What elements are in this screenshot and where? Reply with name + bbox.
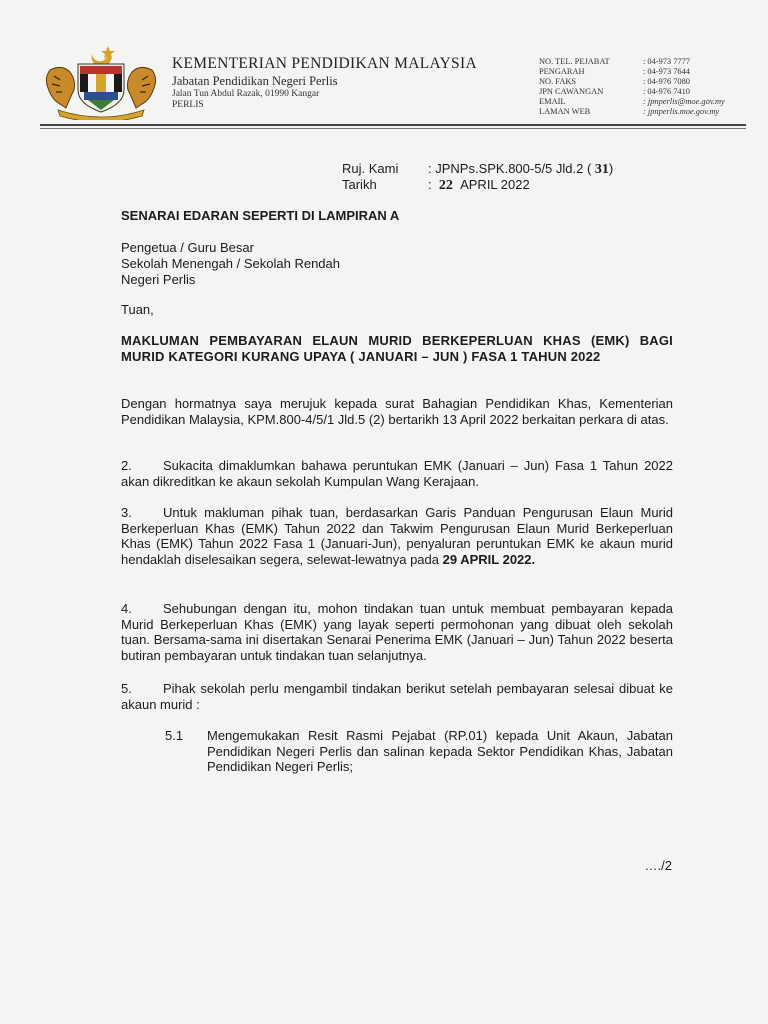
contact-row: [539, 67, 753, 77]
ruj-handwritten-number: 31: [594, 162, 609, 177]
coat-of-arms-icon: [40, 40, 162, 120]
tarikh-handwritten-day: 22: [438, 178, 453, 193]
contact-label: JPN CAWANGAN: [539, 87, 604, 96]
header-divider: [40, 124, 746, 126]
distribution-note: SENARAI EDARAN SEPERTI DI LAMPIRAN A: [121, 208, 400, 223]
paragraph-2-number: 2.: [121, 458, 132, 473]
ministry-name: KEMENTERIAN PENDIDIKAN MALAYSIA: [172, 55, 477, 72]
contact-value: : 04-976 7080: [643, 77, 690, 86]
paragraph-3: [121, 505, 673, 567]
contact-value: : 04-973 7644: [643, 67, 690, 76]
header-divider-thin: [40, 128, 746, 129]
recipient-line: Negeri Perlis: [121, 272, 196, 287]
contact-row: [539, 57, 753, 67]
tarikh-label: Tarikh: [342, 177, 377, 192]
paragraph-2-text: Sukacita dimaklumkan bahawa peruntukan EMK (Januari – Jun) Fasa 1 Tahun 2022 akan dikreditkan ke akaun sekolah Kumpulan Wang Kerajaan.: [121, 458, 673, 489]
recipient-line: Pengetua / Guru Besar: [121, 240, 254, 255]
contact-label: LAMAN WEB: [539, 107, 591, 116]
contact-row: [539, 77, 753, 87]
contact-label: PENGARAH: [539, 67, 585, 76]
contact-label: NO. FAKS: [539, 77, 577, 86]
paragraph-2: [121, 458, 673, 489]
tarikh-month-year: APRIL 2022: [460, 177, 530, 192]
ruj-label: Ruj. Kami: [342, 161, 399, 176]
salutation: Tuan,: [121, 302, 154, 317]
contact-website: : jpnperlis.moe.gov.my: [643, 107, 720, 116]
contact-email: : jpnperlis@moe.gov.my: [643, 97, 725, 106]
paragraph-4-text: Sehubungan dengan itu, mohon tindakan tuan untuk membuat pembayaran kepada Murid Berkeperluan Khas (EMK) yang layak seperti permohonan yang dibuat oleh sekolah tuan. Bersama-sama ini disertakan Senarai Penerima EMK (Januari – Jun) Tahun 2022 beserta butiran pembayaran untuk tindakan tuan selanjutnya.: [121, 601, 673, 663]
reference-row: [342, 161, 613, 178]
contact-label: EMAIL: [539, 97, 566, 106]
page-continuation: …./2: [644, 858, 672, 873]
paragraph-4: [121, 601, 673, 663]
paragraph-3-deadline: 29 APRIL 2022.: [442, 551, 536, 567]
department-address: Jalan Tun Abdul Razak, 01990 Kangar: [172, 89, 320, 99]
ruj-close: ): [608, 161, 614, 176]
recipient-block: [121, 240, 340, 288]
paragraph-5: [121, 681, 673, 712]
contact-value: : 04-973 7777: [643, 57, 690, 66]
ruj-value: : JPNPs.SPK.800-5/5 Jld.2 (: [428, 161, 592, 176]
subparagraph-5-1-number: 5.1: [165, 728, 184, 743]
contact-value: : 04-976 7410: [643, 87, 690, 96]
paragraph-3-text: Untuk makluman pihak tuan, berdasarkan Garis Panduan Pengurusan Elaun Murid Berkeperluan Khas (EMK) Tahun 2022 dan Takwim Pengurusan Elaun Murid Berkeperluan Khas (EMK) Tahun 2022 Fasa 1 (Januari-Jun), penyaluran peruntukan EMK ke akaun murid hendaklah diselesaikan segera, selewat-lewatnya pada: [121, 505, 673, 567]
contact-label: NO. TEL. PEJABAT: [539, 57, 610, 66]
paragraph-1: [121, 396, 673, 427]
department-state: PERLIS: [172, 100, 204, 110]
paragraph-5-number: 5.: [121, 681, 132, 696]
contact-row: [539, 97, 753, 107]
subparagraph-5-1-text: Mengemukakan Resit Rasmi Pejabat (RP.01) kepada Unit Akaun, Jabatan Pendidikan Negeri Perlis dan salinan kepada Sektor Pendidikan Khas, Jabatan Pendidikan Negeri Perlis;: [207, 728, 673, 774]
department-name: Jabatan Pendidikan Negeri Perlis: [172, 74, 338, 88]
paragraph-1-text: Dengan hormatnya saya merujuk kepada surat Bahagian Pendidikan Khas, Kementerian Pendidikan Malaysia, KPM.800-4/5/1 Jld.5 (2) bertarikh 13 April 2022 berkaitan perkara di atas.: [121, 396, 673, 427]
contact-list: [539, 57, 753, 117]
letter-subject: MAKLUMAN PEMBAYARAN ELAUN MURID BERKEPERLUAN KHAS (EMK) BAGI MURID KATEGORI KURANG UPAYA ( JANUARI – JUN ) FASA 1 TAHUN 2022: [121, 333, 673, 364]
tarikh-colon: :: [428, 177, 432, 192]
paragraph-4-number: 4.: [121, 601, 132, 616]
paragraph-3-number: 3.: [121, 505, 132, 520]
contact-row: [539, 87, 753, 97]
recipient-line: Sekolah Menengah / Sekolah Rendah: [121, 256, 340, 271]
contact-row: [539, 107, 753, 117]
paragraph-5-text: Pihak sekolah perlu mengambil tindakan berikut setelah pembayaran selesai dibuat ke akaun murid :: [121, 681, 673, 712]
date-row: [342, 177, 530, 194]
